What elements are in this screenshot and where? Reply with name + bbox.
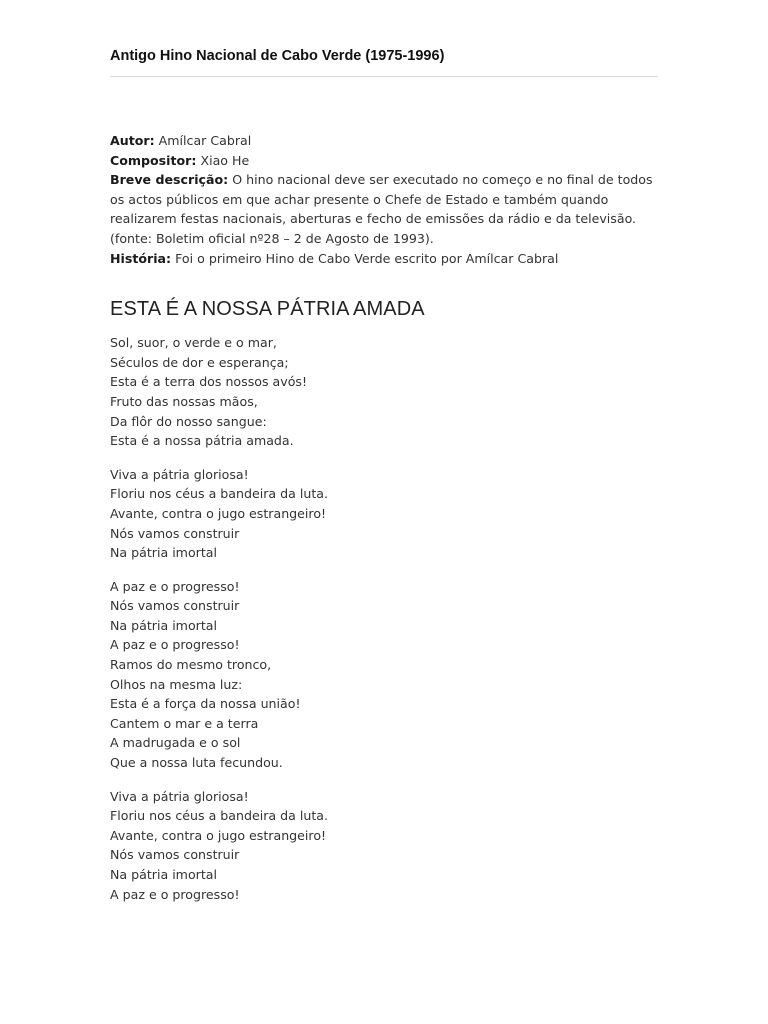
lyric-line: Na pátria imortal xyxy=(110,867,217,882)
lyric-line: A paz e o progresso! xyxy=(110,637,240,653)
lyric-line: Esta é a força da nossa união! xyxy=(110,696,301,712)
title-divider xyxy=(110,76,658,77)
document-page xyxy=(110,0,658,918)
meta-descricao-label: Breve descrição: xyxy=(110,172,229,188)
stanza xyxy=(110,333,658,451)
meta-autor-label: Autor: xyxy=(110,133,155,148)
meta-descricao-value: O hino nacional deve ser executado no começo e no final de todos os actos públicos em que achar presente o Chefe de Estado e também quando realizarem festas nacionais, aberturas e fecho de emissões da rádio e da televisão. (fonte: Boletim oficial nº28 – 2 de Agosto de 1993). xyxy=(110,172,653,246)
lyric-line: Avante, contra o jugo estrangeiro! xyxy=(110,505,327,521)
section-title: ESTA É A NOSSA PÁTRIA AMADA xyxy=(110,298,425,321)
lyric-line: Floriu nos céus a bandeira da luta. xyxy=(110,486,328,502)
anthem-metadata xyxy=(110,131,658,268)
lyric-line: Séculos de dor e esperança; xyxy=(110,354,289,370)
lyric-line: Que a nossa luta fecundou. xyxy=(110,755,283,771)
meta-autor-value: Amílcar Cabral xyxy=(158,133,252,148)
meta-autor xyxy=(110,131,658,151)
lyric-line: Nós vamos construir xyxy=(110,598,240,614)
lyric-line: A paz e o progresso! xyxy=(110,578,240,594)
lyric-line: Na pátria imortal xyxy=(110,617,217,633)
lyric-line: Da flôr do nosso sangue: xyxy=(110,413,267,429)
stanza xyxy=(110,787,658,905)
lyric-line: Viva a pátria gloriosa! xyxy=(110,788,249,804)
lyric-line: Nós vamos construir xyxy=(110,847,240,863)
meta-descricao xyxy=(110,170,658,248)
stanza xyxy=(110,465,658,563)
meta-historia-label: História: xyxy=(110,250,172,266)
lyric-line: Olhos na mesma luz: xyxy=(110,676,243,692)
stanza xyxy=(110,577,658,773)
lyric-line: Cantem o mar e a terra xyxy=(110,715,259,731)
lyric-line: Esta é a terra dos nossos avós! xyxy=(110,374,308,390)
lyric-line: Na pátria imortal xyxy=(110,545,217,561)
lyric-line: Ramos do mesmo tronco, xyxy=(110,657,272,673)
meta-compositor-label: Compositor: xyxy=(110,152,197,168)
lyric-line: A madrugada e o sol xyxy=(110,735,241,751)
meta-compositor xyxy=(110,151,658,171)
meta-historia xyxy=(110,249,658,269)
lyric-line: Fruto das nossas mãos, xyxy=(110,393,258,409)
lyric-line: Esta é a nossa pátria amada. xyxy=(110,433,294,449)
lyric-line: Viva a pátria gloriosa! xyxy=(110,466,249,482)
meta-historia-value: Foi o primeiro Hino de Cabo Verde escrito por Amílcar Cabral xyxy=(175,250,559,266)
document-title: Antigo Hino Nacional de Cabo Verde (1975-1996) xyxy=(110,48,445,64)
lyric-line: Floriu nos céus a bandeira da luta. xyxy=(110,808,328,824)
lyric-line: Avante, contra o jugo estrangeiro! xyxy=(110,827,327,843)
anthem-lyrics xyxy=(110,333,658,904)
meta-compositor-value: Xiao He xyxy=(200,152,250,168)
lyric-line: Nós vamos construir xyxy=(110,525,240,541)
lyric-line: A paz e o progresso! xyxy=(110,886,240,902)
lyric-line: Sol, suor, o verde e o mar, xyxy=(110,335,277,351)
